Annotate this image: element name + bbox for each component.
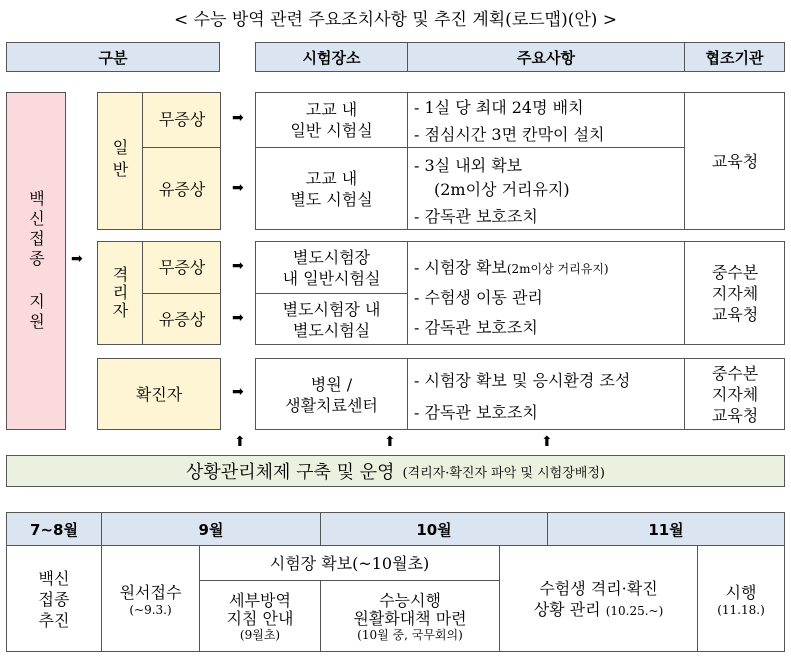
timeline-secure-venue: 시험장 확보(~10월초) xyxy=(269,553,430,573)
arrow-up-icon: ⬆ xyxy=(384,434,396,450)
month-11: 11월 xyxy=(648,520,684,539)
month-10: 10월 xyxy=(416,520,452,539)
arrow-right-icon: ➡ xyxy=(71,251,83,267)
general-symptom: 유증상 xyxy=(158,179,206,199)
confirmed-group: 확진자 xyxy=(97,358,221,430)
header-agency: 협조기관 xyxy=(684,42,785,72)
venue-school-separate: 고교 내 별도 시험실 xyxy=(290,169,373,209)
item-exam-environment: - 시험장 확보 및 응시환경 조성 xyxy=(414,371,631,390)
item-partition: - 점심시간 3면 칸막이 설치 xyxy=(414,125,605,144)
header-category: 구분 xyxy=(6,42,220,72)
venue-school-general: 고교 내 일반 시험실 xyxy=(290,100,373,140)
header-venue: 시험장소 xyxy=(255,42,408,72)
arrow-up-icon: ⬆ xyxy=(541,434,553,450)
agency-general: 교육청 xyxy=(711,152,759,171)
situation-sub: (격리자·확진자 파악 및 시험장배정) xyxy=(402,465,605,481)
arrow-up-icon: ⬆ xyxy=(234,434,246,450)
timeline-apply: 원서접수 (~9.3.) xyxy=(119,582,182,617)
arrow-right-icon: ➡ xyxy=(232,180,244,196)
item-seats: - 1실 당 최대 24명 배치 xyxy=(414,98,584,117)
situation-management-bar xyxy=(6,455,785,487)
vaccine-support-label: 백신접종 지원 xyxy=(26,189,46,333)
timeline-vaccine: 백신접종추진 xyxy=(38,568,70,630)
item-supervisor-1: - 감독관 보호조치 xyxy=(414,207,538,226)
page-title: < 수능 방역 관련 주요조치사항 및 추진 계획(로드맵)(안) > xyxy=(173,9,618,30)
item-movement: - 수험생 이동 관리 xyxy=(414,288,543,307)
timeline-exam: 시행 (11.18.) xyxy=(717,582,765,617)
item-supervisor-3: - 감독관 보호조치 xyxy=(414,403,538,422)
timeline-guide: 세부방역 지침 안내 (9월초) xyxy=(226,590,294,642)
general-label: 일반 xyxy=(110,139,129,183)
arrow-right-icon: ➡ xyxy=(232,384,244,400)
header-main: 주요사항 xyxy=(407,42,685,72)
timeline-isolation: 수험생 격리·확진 상황 관리 (10.25.~) xyxy=(533,579,664,619)
venue-separate-separate: 별도시험장 내 별도시험실 xyxy=(282,299,381,340)
venue-hospital: 병원 / 생활치료센터 xyxy=(285,374,378,415)
timeline-plan: 수능시행 원활화대책 마련 (10월 중, 국무회의) xyxy=(353,590,467,642)
arrow-right-icon: ➡ xyxy=(232,310,244,326)
agency-confirmed: 중수본 지자체 교육청 xyxy=(711,364,759,425)
isolated-symptom: 유증상 xyxy=(158,310,206,329)
item-rooms-note: (2m이상 거리유지) xyxy=(434,180,570,199)
arrow-right-icon: ➡ xyxy=(232,258,244,274)
month-7-8: 7~8월 xyxy=(30,520,78,539)
general-no-symptom: 무증상 xyxy=(158,110,206,129)
isolated-label: 격리자 xyxy=(110,266,129,320)
agency-isolated: 중수본 지자체 교육청 xyxy=(711,263,759,324)
venue-separate-general: 별도시험장 내 일반시험실 xyxy=(282,247,381,288)
arrow-right-icon: ➡ xyxy=(232,110,244,126)
isolated-no-symptom: 무증상 xyxy=(158,257,206,277)
situation-main: 상황관리체제 구축 및 운영 xyxy=(186,462,395,483)
vaccine-support-box xyxy=(6,92,66,430)
month-9: 9월 xyxy=(198,520,224,539)
item-supervisor-2: - 감독관 보호조치 xyxy=(414,318,538,337)
item-rooms: - 3실 내외 확보 xyxy=(414,156,523,175)
item-venue-secure: - 시험장 확보(2m이상 거리유지) xyxy=(414,258,609,277)
